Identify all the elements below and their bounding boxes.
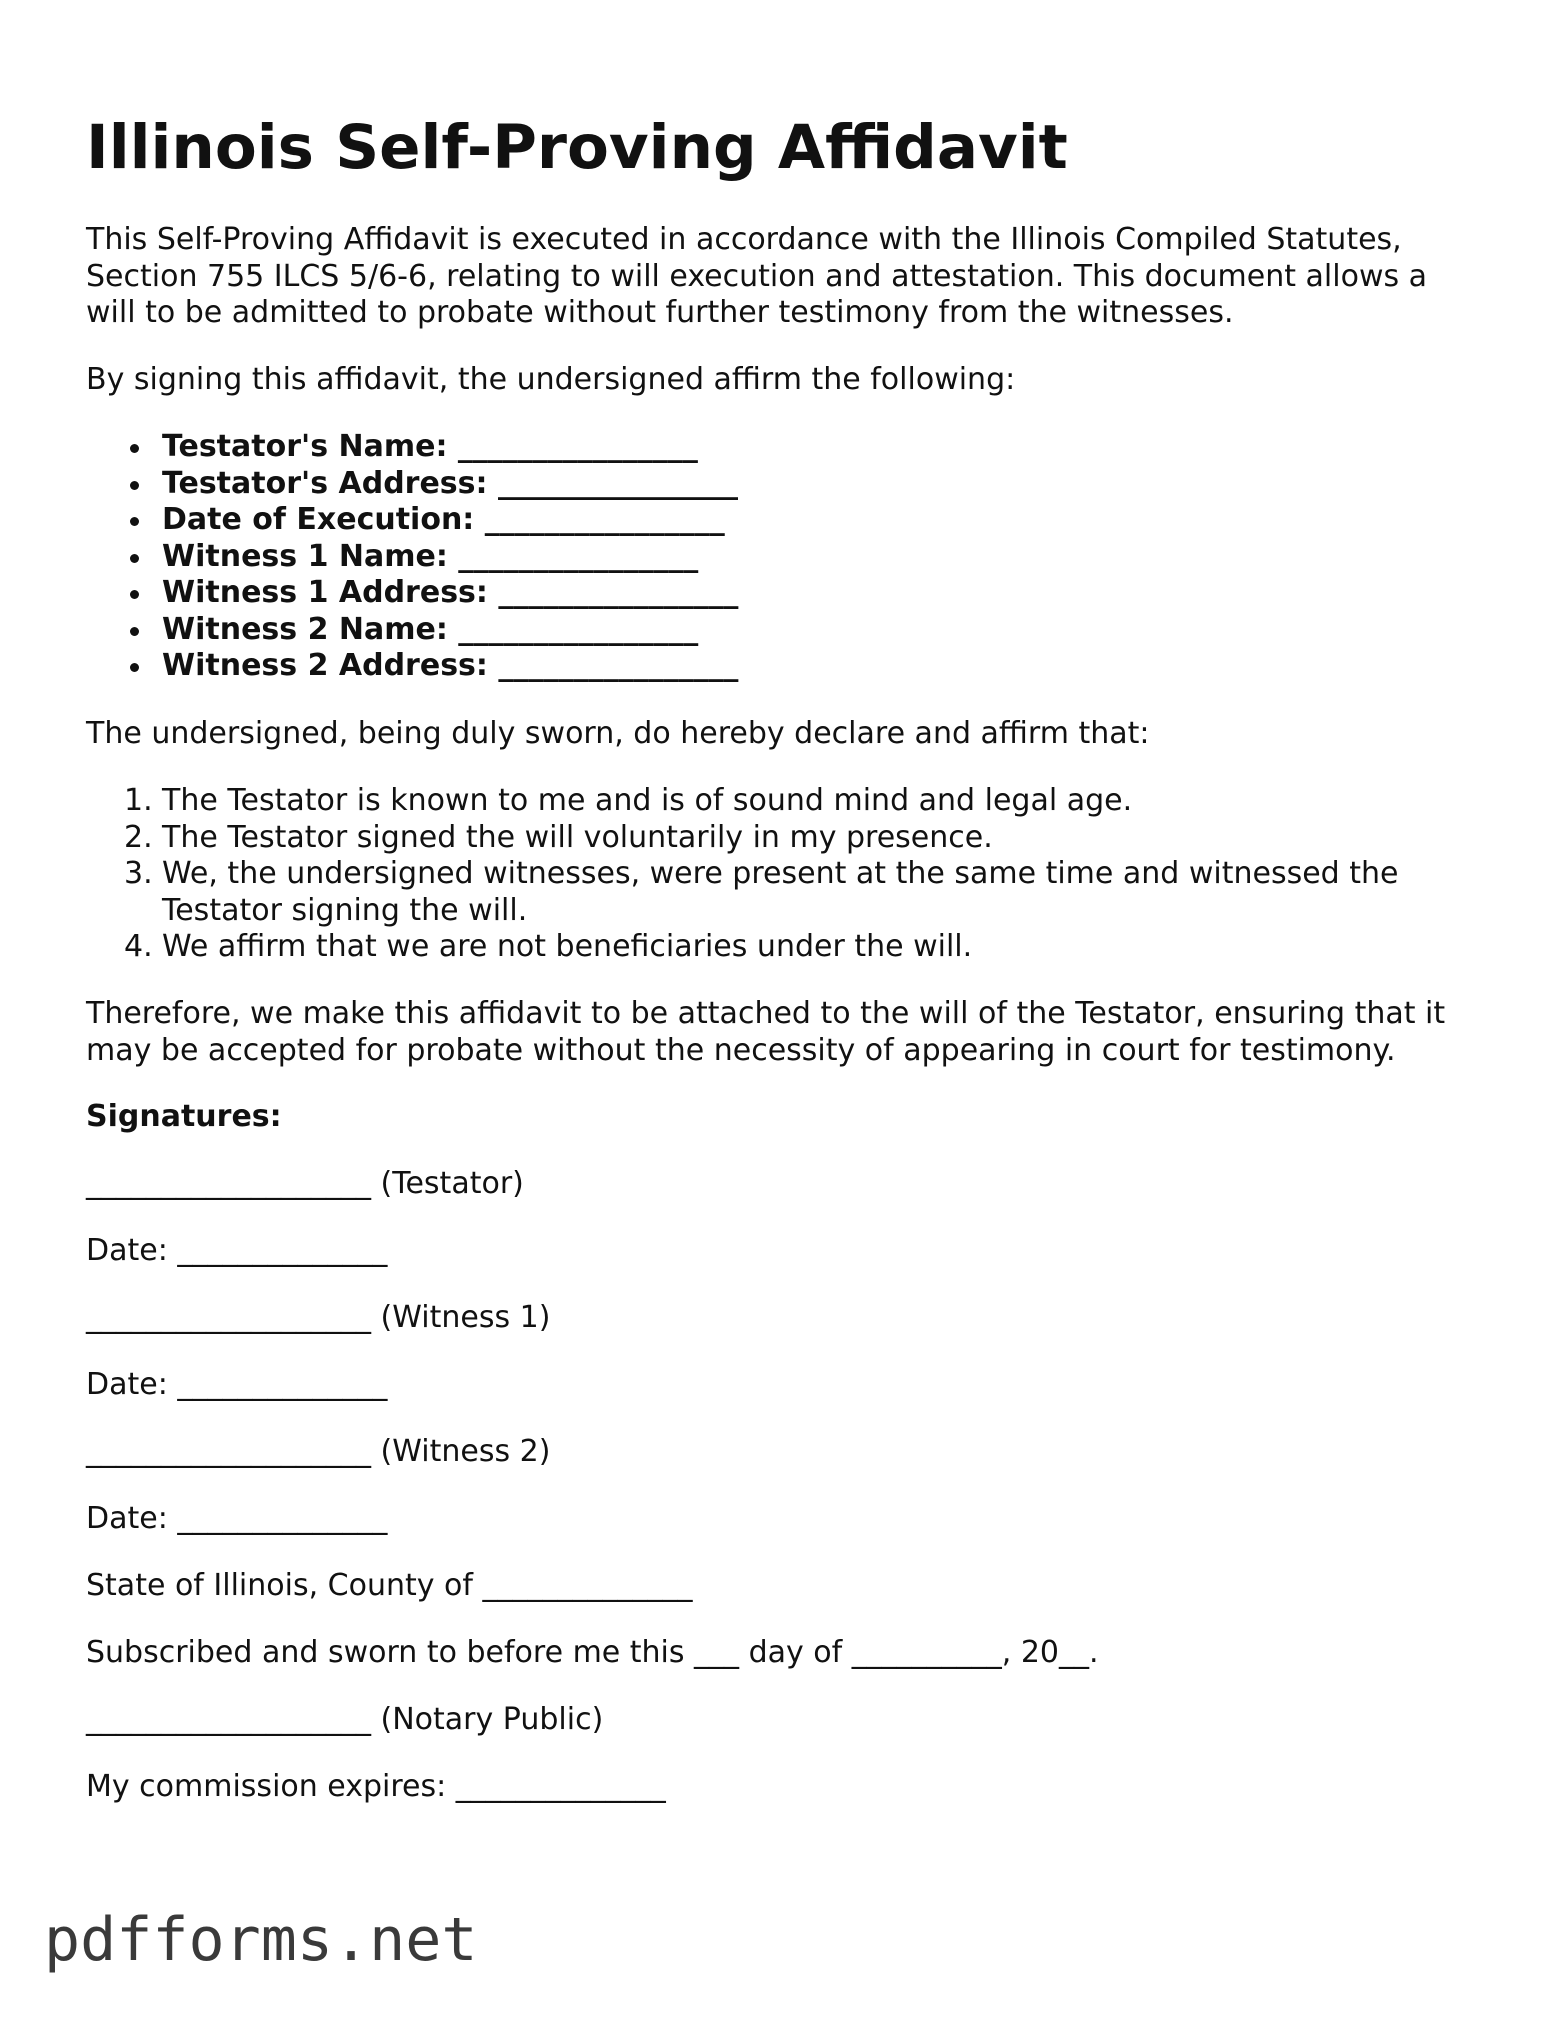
- field-witness2-name: [86, 612, 738, 649]
- bullet-dot: [130, 590, 139, 599]
- declare-intro: The undersigned, being duly sworn, do hereby declare and affirm that:: [86, 716, 1150, 751]
- bullet-dot: [130, 481, 139, 490]
- field-label: Witness 2 Name: ________________: [162, 611, 699, 647]
- state-county: State of Illinois, County of ______________: [86, 1568, 693, 1603]
- date-witness-2: Date: ______________: [86, 1501, 388, 1536]
- bullet-dot: [130, 517, 139, 526]
- date-witness-1: Date: ______________: [86, 1367, 388, 1402]
- field-label: Date of Execution: ________________: [162, 502, 725, 537]
- affirm-intro: By signing this affidavit, the undersigned affirm the following:: [86, 362, 1016, 397]
- bullet-dot: [130, 554, 139, 563]
- field-label: Witness 1 Address: ________________: [162, 575, 739, 610]
- item-text: We affirm that we are not beneficiaries under the will.: [162, 929, 973, 964]
- declaration-list: [86, 783, 1399, 966]
- therefore-line-1: Therefore, we make this affidavit to be attached to the will of the Testator, ensuring that it: [86, 996, 1446, 1031]
- document-title: Illinois Self-Proving Affidavit: [86, 112, 1068, 183]
- item-text-continued: Testator signing the will.: [162, 892, 528, 928]
- field-testator-address: [86, 466, 738, 503]
- commission-expires: My commission expires: ______________: [86, 1769, 666, 1804]
- field-label: Witness 2 Address: ________________: [162, 648, 739, 683]
- bullet-dot: [130, 627, 139, 636]
- intro-line-1: This Self-Proving Affidavit is executed in accordance with the Illinois Compiled Statutes,: [86, 222, 1402, 257]
- item-text: The Testator signed the will voluntarily in my presence.: [162, 819, 993, 855]
- item-text: We, the undersigned witnesses, were present at the same time and witnessed the: [162, 856, 1399, 891]
- item-number: 1.: [124, 783, 153, 818]
- signature-testator: ___________________ (Testator): [86, 1166, 524, 1201]
- intro-line-2: Section 755 ILCS 5/6-6, relating to will execution and attestation. This document allows a: [86, 258, 1428, 294]
- field-witness2-address: [86, 648, 738, 685]
- item-number: 4.: [124, 929, 153, 964]
- signature-notary: ___________________ (Notary Public): [86, 1702, 604, 1737]
- bullet-dot: [130, 444, 139, 453]
- signature-witness-2: ___________________ (Witness 2): [86, 1434, 551, 1469]
- declaration-item: [86, 820, 1399, 857]
- item-number: 3.: [124, 856, 153, 891]
- field-list: [86, 429, 738, 685]
- declaration-item: [86, 929, 1399, 966]
- field-date-of-execution: [86, 502, 738, 539]
- declaration-item: [86, 783, 1399, 820]
- date-testator: Date: ______________: [86, 1233, 388, 1268]
- signatures-heading: Signatures:: [86, 1099, 282, 1134]
- bullet-dot: [130, 663, 139, 672]
- site-logo: pdfforms.net: [44, 1905, 478, 1975]
- field-label: Testator's Address: ________________: [162, 465, 738, 501]
- declaration-item: [86, 856, 1399, 929]
- item-text: The Testator is known to me and is of sound mind and legal age.: [162, 783, 1133, 818]
- subscribed-sworn: Subscribed and sworn to before me this ___ day of __________, 20__.: [86, 1635, 1099, 1670]
- field-label: Testator's Name: ________________: [162, 429, 698, 464]
- therefore-line-2: may be accepted for probate without the necessity of appearing in court for testimony.: [86, 1032, 1396, 1068]
- item-number: 2.: [124, 819, 153, 855]
- intro-line-3: will to be admitted to probate without further testimony from the witnesses.: [86, 295, 1234, 330]
- signature-witness-1: ___________________ (Witness 1): [86, 1300, 551, 1335]
- field-witness1-name: [86, 539, 738, 576]
- field-label: Witness 1 Name: ________________: [162, 538, 699, 574]
- field-witness1-address: [86, 575, 738, 612]
- field-testator-name: [86, 429, 738, 466]
